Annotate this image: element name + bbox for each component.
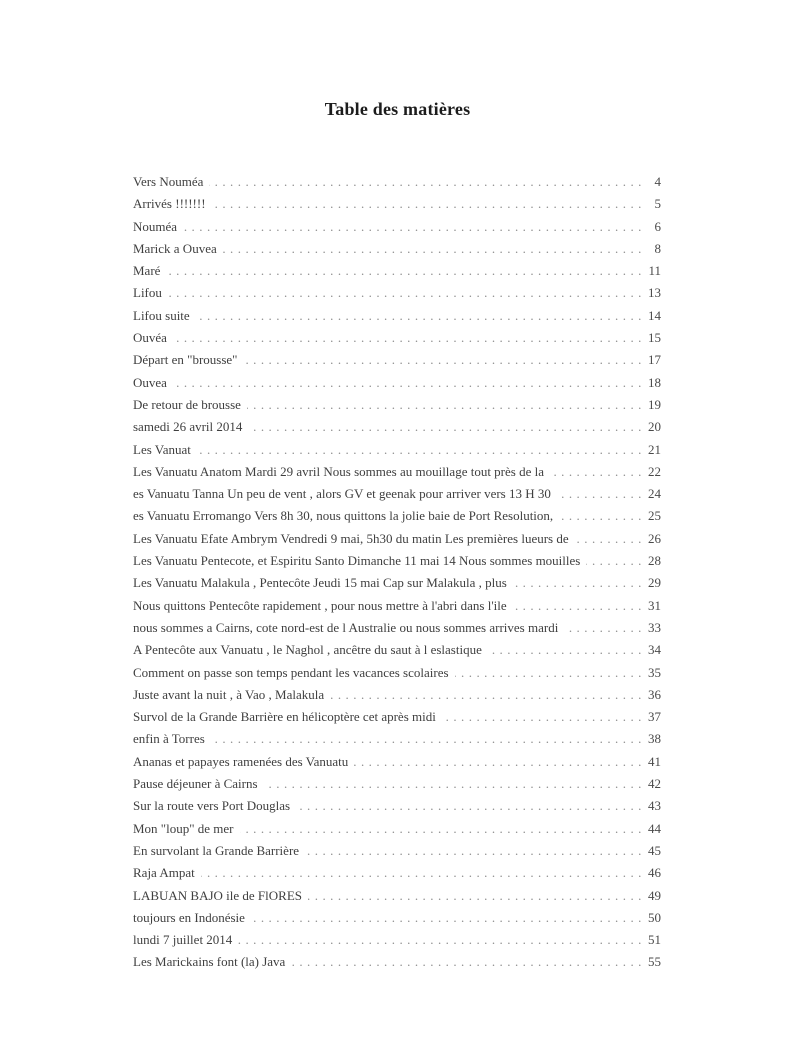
toc-entry-title: toujours en Indonésie <box>133 909 245 925</box>
dot-leader-icon <box>296 798 642 814</box>
toc-entry-title: Les Vanuatu Efate Ambrym Vendredi 9 mai, 5h30 du matin Les premières lueurs de <box>133 530 569 546</box>
dot-leader-icon <box>240 821 642 837</box>
toc-entry[interactable] <box>133 798 661 820</box>
dot-leader-icon <box>308 888 642 904</box>
toc-entry-page: 31 <box>648 597 661 613</box>
toc-entry[interactable] <box>133 575 661 597</box>
toc-entry-title: Juste avant la nuit , à Vao , Malakula <box>133 686 325 702</box>
toc-entry-page: 13 <box>648 285 661 301</box>
toc-entry-page: 51 <box>648 932 661 948</box>
toc-entry-page: 33 <box>648 619 661 635</box>
toc-entry-title: Ananas et papayes ramenées des Vanuatu <box>133 753 349 769</box>
toc-entry-page: 44 <box>648 820 661 836</box>
dot-leader-icon <box>211 731 642 747</box>
toc-entry[interactable] <box>133 865 661 887</box>
dot-leader-icon <box>251 910 642 926</box>
toc-entry-page: 55 <box>648 954 661 970</box>
toc-entry-title: Lifou suite <box>133 307 190 323</box>
toc-entry[interactable] <box>133 330 661 352</box>
toc-entry-title: A Pentecôte aux Vanuatu , le Naghol , ancêtre du saut à l eslastique <box>133 642 482 658</box>
dot-leader-icon <box>442 709 642 725</box>
toc-entry-title: Les Vanuatu Anatom Mardi 29 avril Nous sommes au mouillage tout près de la <box>133 463 544 479</box>
toc-entry-title: Nouméa <box>133 218 178 234</box>
toc-entry-page: 25 <box>648 508 661 524</box>
toc-entry-page: 4 <box>654 174 661 189</box>
dot-leader-icon <box>559 508 642 524</box>
toc-entry-page: 29 <box>648 575 661 591</box>
toc-entry[interactable] <box>133 821 661 843</box>
toc-entry-page: 42 <box>648 776 661 792</box>
dot-leader-icon <box>173 375 642 391</box>
toc-entry-title: enfin à Torres <box>133 731 205 747</box>
dot-leader-icon <box>238 932 642 948</box>
toc-entry-title: lundi 7 juillet 2014 <box>133 932 233 948</box>
toc-entry[interactable] <box>133 687 661 709</box>
toc-entry-page: 45 <box>648 842 661 858</box>
toc-entry-title: samedi 26 avril 2014 <box>133 419 243 435</box>
toc-entry-page: 36 <box>648 686 661 702</box>
toc-entry[interactable] <box>133 397 661 419</box>
toc-entry-page: 41 <box>648 753 661 769</box>
dot-leader-icon <box>291 954 642 970</box>
dot-leader-icon <box>173 330 642 346</box>
toc-entry-title: Départ en "brousse" <box>133 352 238 368</box>
dot-leader-icon <box>575 531 642 547</box>
toc-entry-page: 28 <box>648 553 661 569</box>
dot-leader-icon <box>550 464 642 480</box>
toc-entry-page: 38 <box>648 731 661 747</box>
toc-entry-title: Sur la route vers Port Douglas <box>133 798 291 814</box>
toc-entry-title: Ouvea <box>133 374 167 390</box>
toc-entry-title: Vers Nouméa <box>133 174 204 189</box>
toc-entry-page: 20 <box>648 419 661 435</box>
toc-entry-title: es Vanuatu Erromango Vers 8h 30, nous quittons la jolie baie de Port Resolution, <box>133 508 554 524</box>
toc-entry[interactable] <box>133 486 661 508</box>
toc-entry-page: 35 <box>648 664 661 680</box>
toc-entry-page: 8 <box>654 240 661 256</box>
toc-entry-page: 50 <box>648 909 661 925</box>
toc-entry-title: Raja Ampat <box>133 865 195 881</box>
toc-entry[interactable] <box>133 776 661 798</box>
toc-entry-title: Mon "loup" de mer <box>133 820 234 836</box>
toc-entry-title: Lifou <box>133 285 162 301</box>
toc-entry[interactable] <box>133 419 661 441</box>
dot-leader-icon <box>243 352 642 368</box>
toc-entry[interactable] <box>133 553 661 575</box>
dot-leader-icon <box>586 553 642 569</box>
toc-entry-title: es Vanuatu Tanna Un peu de vent , alors GV et geenak pour arriver vers 13 H 30 <box>133 486 551 502</box>
toc-entry-title: De retour de brousse <box>133 396 241 412</box>
toc-entry[interactable] <box>133 642 661 664</box>
toc-entry-page: 17 <box>648 352 661 368</box>
toc-entry[interactable] <box>133 665 661 687</box>
table-of-contents <box>133 174 661 977</box>
toc-entry[interactable] <box>133 196 661 218</box>
toc-entry-page: 37 <box>648 709 661 725</box>
toc-entry-page: 43 <box>648 798 661 814</box>
dot-leader-icon <box>183 219 642 235</box>
toc-entry[interactable] <box>133 508 661 530</box>
dot-leader-icon <box>168 285 642 301</box>
toc-entry[interactable] <box>133 954 661 976</box>
toc-entry-title: nous sommes a Cairns, cote nord-est de l Australie ou nous sommes arrives mardi <box>133 619 559 635</box>
dot-leader-icon <box>305 843 642 859</box>
toc-entry-page: 19 <box>648 396 661 412</box>
toc-entry-page: 22 <box>648 463 661 479</box>
dot-leader-icon <box>212 196 642 212</box>
toc-entry[interactable] <box>133 464 661 486</box>
toc-entry[interactable] <box>133 843 661 865</box>
toc-entry-page: 46 <box>648 865 661 881</box>
dot-leader-icon <box>354 754 642 770</box>
toc-entry-title: Marick a Ouvea <box>133 240 217 256</box>
page-title: Table des matières <box>324 99 471 119</box>
toc-entry-page: 26 <box>648 530 661 546</box>
toc-entry[interactable] <box>133 241 661 263</box>
toc-entry-page: 11 <box>648 263 661 279</box>
toc-entry[interactable] <box>133 910 661 932</box>
dot-leader-icon <box>209 174 642 190</box>
toc-entry[interactable] <box>133 754 661 776</box>
toc-entry[interactable] <box>133 932 661 954</box>
toc-entry-title: Les Vanuat <box>133 441 191 457</box>
toc-entry[interactable] <box>133 888 661 910</box>
toc-entry[interactable] <box>133 375 661 397</box>
toc-entry-title: Les Marickains font (la) Java <box>133 954 286 970</box>
toc-entry[interactable] <box>133 263 661 285</box>
toc-entry-title: LABUAN BAJO ile de FlORES <box>133 887 303 903</box>
dot-leader-icon <box>564 620 642 636</box>
toc-entry-page: 34 <box>648 642 661 658</box>
toc-entry-title: En survolant la Grande Barrière <box>133 842 300 858</box>
toc-entry-title: Comment on passe son temps pendant les vacances scolaires <box>133 664 449 680</box>
toc-entry-page: 15 <box>648 330 661 346</box>
toc-entry-title: Survol de la Grande Barrière en hélicoptère cet après midi <box>133 709 436 725</box>
toc-entry-page: 24 <box>648 486 661 502</box>
dot-leader-icon <box>223 241 642 257</box>
dot-leader-icon <box>197 442 642 458</box>
toc-entry[interactable] <box>133 219 661 241</box>
toc-entry-title: Pause déjeuner à Cairns <box>133 776 258 792</box>
toc-entry-page: 5 <box>654 196 661 212</box>
toc-entry[interactable] <box>133 531 661 553</box>
dot-leader-icon <box>196 308 642 324</box>
dot-leader-icon <box>247 397 642 413</box>
dot-leader-icon <box>330 687 642 703</box>
toc-entry-title: Ouvéa <box>133 330 167 346</box>
toc-entry-title: Maré <box>133 263 161 279</box>
dot-leader-icon <box>264 776 642 792</box>
toc-entry-title: Les Vanuatu Pentecote, et Espiritu Santo Dimanche 11 mai 14 Nous sommes mouilles <box>133 553 581 569</box>
toc-entry[interactable] <box>133 174 661 196</box>
toc-entry-page: 49 <box>648 887 661 903</box>
toc-entry[interactable] <box>133 598 661 620</box>
toc-entry[interactable] <box>133 442 661 464</box>
toc-entry-title: Les Vanuatu Malakula , Pentecôte Jeudi 15 mai Cap sur Malakula , plus <box>133 575 507 591</box>
dot-leader-icon <box>455 665 642 681</box>
dot-leader-icon <box>513 598 642 614</box>
toc-entry-page: 21 <box>648 441 661 457</box>
toc-entry[interactable] <box>133 308 661 330</box>
toc-entry-title: Nous quittons Pentecôte rapidement , pour nous mettre à l'abri dans l'ile <box>133 597 507 613</box>
dot-leader-icon <box>513 575 642 591</box>
toc-entry[interactable] <box>133 709 661 731</box>
toc-entry-page: 6 <box>654 218 661 234</box>
toc-entry-page: 18 <box>648 374 661 390</box>
dot-leader-icon <box>557 486 642 502</box>
dot-leader-icon <box>248 419 642 435</box>
dot-leader-icon <box>166 263 642 279</box>
toc-entry[interactable] <box>133 620 661 642</box>
toc-entry-page: 14 <box>648 307 661 323</box>
toc-entry[interactable] <box>133 285 661 307</box>
toc-entry-title: Arrivés !!!!!!! <box>133 196 206 212</box>
toc-entry[interactable] <box>133 352 661 374</box>
toc-entry[interactable] <box>133 731 661 753</box>
dot-leader-icon <box>488 642 642 658</box>
dot-leader-icon <box>201 865 642 881</box>
